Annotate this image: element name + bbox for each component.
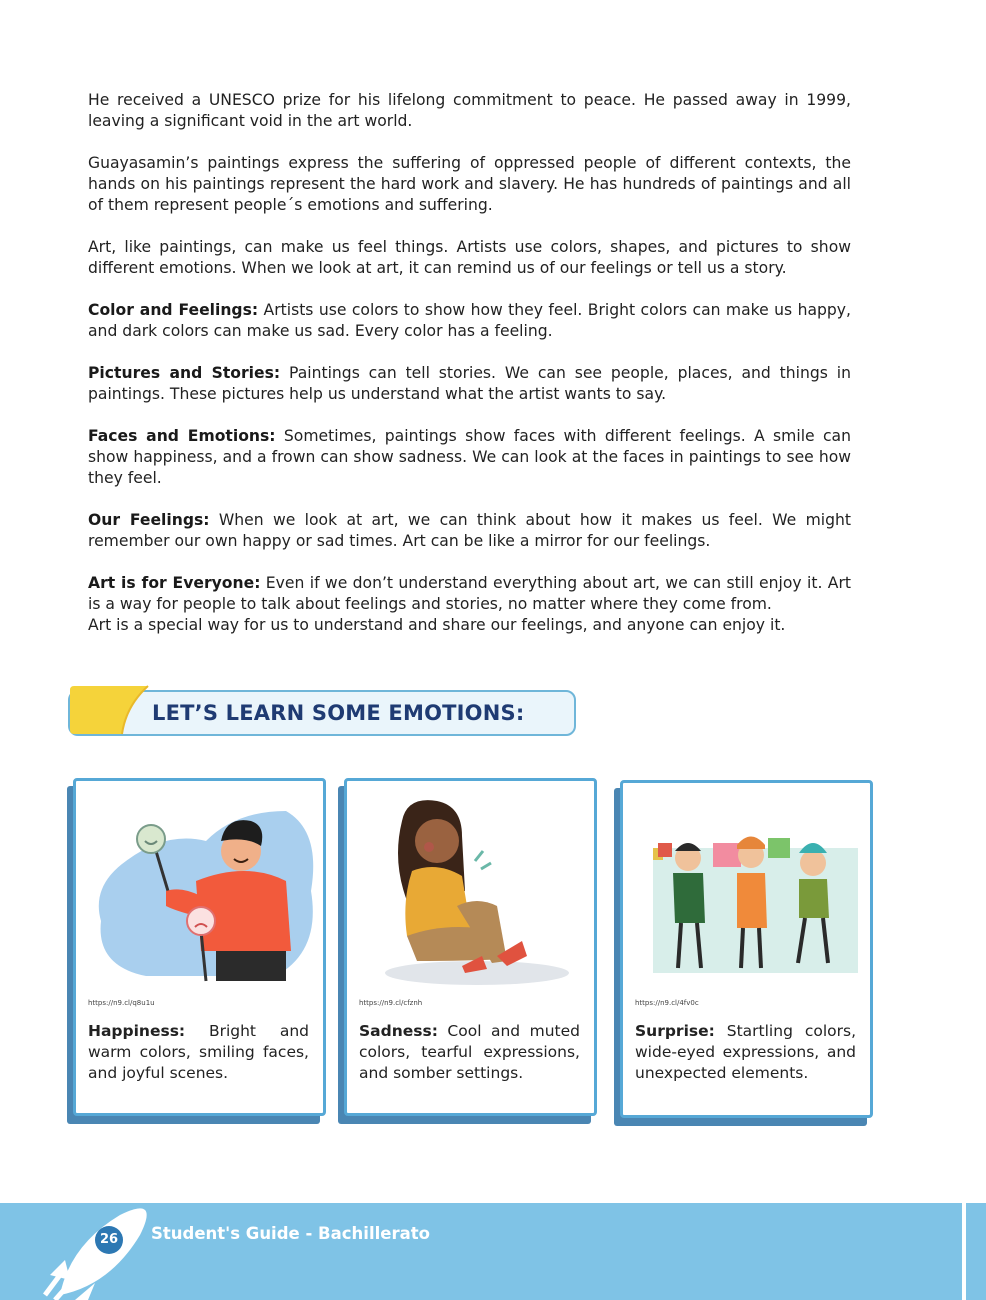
definition-faces-emotions: Sometimes, paintings show faces with different feelings. A smile can show happiness, and a frown can show sadness. We can look at the faces in paintings to see how they feel.: [88, 427, 851, 487]
card-term: Surprise:: [635, 1022, 715, 1040]
paragraph-guayasamin: Guayasamin’s paintings express the suffering of oppressed people of different contexts, the hands on his paintings represent the hard work and slavery. He has hundreds of paintings and all of them represent people´s emotions and suffering.: [88, 154, 851, 214]
emotion-card-sadness: [344, 778, 597, 1116]
definition-our-feelings: When we look at art, we can think about how it makes us feel. We might remember our own happy or sad times. Art can be like a mirror for our feelings.: [88, 511, 851, 550]
card-description: [88, 1021, 309, 1084]
section-heading: LET’S LEARN SOME EMOTIONS:: [152, 701, 525, 725]
definition-art-everyone: Even if we don’t understand everything about art, we can still enjoy it. Art is a way for people to talk about feelings and stories, no matter where they come from.: [88, 574, 851, 613]
term-faces-emotions: Faces and Emotions:: [88, 427, 276, 445]
card-term: Happiness:: [88, 1022, 186, 1040]
card-definition: Bright and warm colors, smiling faces, and joyful scenes.: [88, 1022, 309, 1082]
card-description: [635, 1021, 856, 1084]
image-credit: https://n9.cl/4fv0c: [635, 999, 699, 1007]
paragraph-art-feelings: Art, like paintings, can make us feel things. Artists use colors, shapes, and pictures to show different emotions. When we look at art, it can remind us of our feelings or tell us a story.: [88, 238, 851, 277]
paragraph-conclusion: Art is a special way for us to understand and share our feelings, and anyone can enjoy it.: [88, 616, 786, 634]
rocket-icon: [40, 1205, 150, 1300]
emotion-card-happiness: [73, 778, 326, 1116]
card-definition: Cool and muted colors, tearful expressions, and somber settings.: [359, 1022, 580, 1082]
article-text: [88, 90, 851, 657]
paragraph-color-feelings: [88, 300, 851, 342]
image-credit: https://n9.cl/q8u1u: [88, 999, 155, 1007]
term-color-feelings: Color and Feelings:: [88, 301, 259, 319]
image-credit: https://n9.cl/cfznh: [359, 999, 423, 1007]
paragraph-faces-emotions: [88, 426, 851, 489]
term-our-feelings: Our Feelings:: [88, 511, 210, 529]
card-definition: Startling colors, wide-eyed expressions, and unexpected elements.: [635, 1022, 856, 1082]
footer-title: Student's Guide - Bachillerato: [151, 1224, 430, 1243]
term-art-everyone: Art is for Everyone:: [88, 574, 261, 592]
sad-sign-icon: [187, 907, 215, 935]
definition-pictures-stories: Paintings can tell stories. We can see people, places, and things in paintings. These pictures help us understand what the artist wants to say.: [88, 364, 852, 403]
sadness-illustration: [357, 791, 587, 991]
surprise-illustration: [633, 793, 863, 993]
paragraph-our-feelings: [88, 510, 851, 552]
paragraph-art-everyone: [88, 573, 851, 615]
page-number: 26: [95, 1226, 123, 1254]
term-pictures-stories: Pictures and Stories:: [88, 364, 281, 382]
smiley-sign-icon: [137, 825, 165, 853]
paragraph-unesco: He received a UNESCO prize for his lifelong commitment to peace. He passed away in 1999, leaving a significant void in the art world.: [88, 91, 851, 130]
footer-edge: [966, 1203, 986, 1300]
card-description: [359, 1021, 580, 1084]
paragraph-pictures-stories: [88, 363, 851, 405]
banner-flag-icon: [66, 684, 156, 742]
happiness-illustration: [86, 791, 316, 991]
emotion-card-surprise: [620, 780, 873, 1118]
definition-color-feelings: Artists use colors to show how they feel. Bright colors can make us happy, and dark colors can make us sad. Every color has a feeling.: [88, 301, 851, 340]
card-term: Sadness:: [359, 1022, 438, 1040]
